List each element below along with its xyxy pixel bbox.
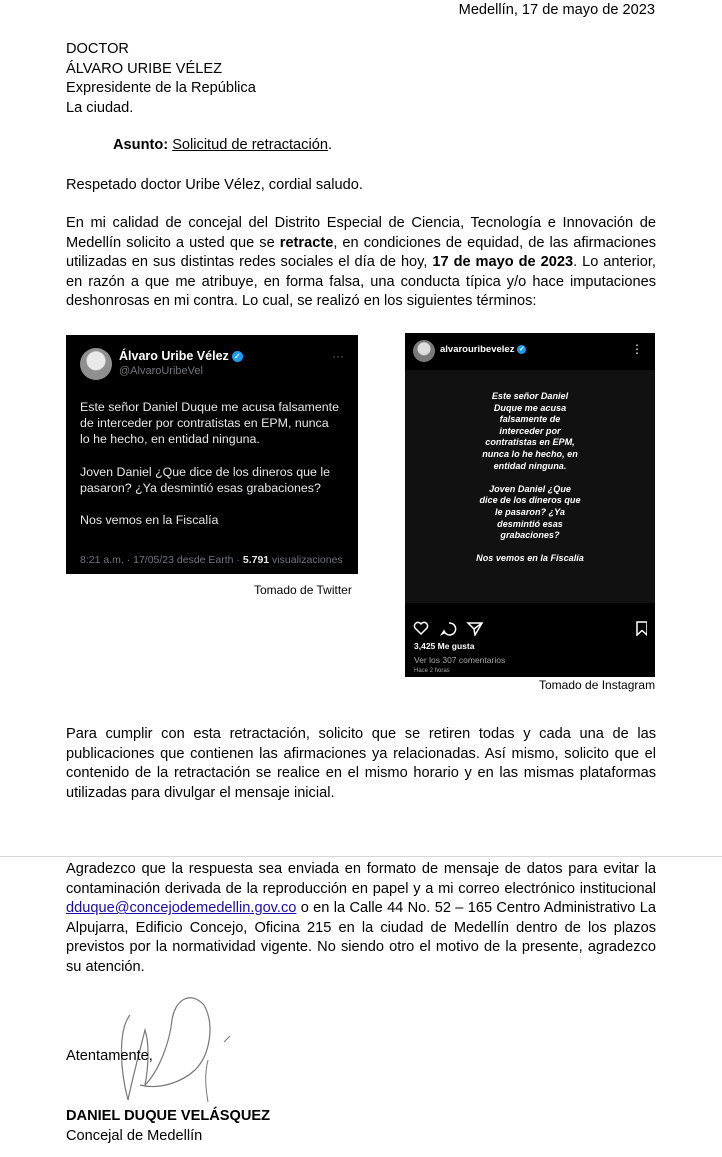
- instagram-screenshot: [405, 333, 655, 677]
- recipient-name: ÁLVARO URIBE VÉLEZ: [66, 60, 222, 77]
- instagram-comments: Ver los 307 comentarios: [414, 655, 506, 665]
- tweet-meta: 8:21 a.m. · 17/05/23 desde Earth · 5.791 visualizaciones: [80, 554, 343, 566]
- tweet-caption: Tomado de Twitter: [254, 583, 352, 597]
- tweet-line: [80, 496, 352, 512]
- subject-line: [113, 137, 332, 153]
- tweet-line: [80, 448, 352, 464]
- story-text: Este señor Daniel Duque me acusa falsamente de interceder por contratistas en EPM, nunca lo he hecho, en entidad ninguna. Joven Daniel ¿Que dice de los dineros que le pasaron? ¿Ya desmintió esas grabaciones? Nos vemos en la Fiscalía: [476, 391, 584, 564]
- para3-line: previstos por la normatividad vigente. No siendo otro el motivo de la presente, agradezco: [66, 939, 656, 956]
- page-divider: [0, 856, 722, 857]
- greeting: Respetado doctor Uribe Vélez, cordial saludo.: [66, 177, 363, 193]
- para1-line: utilizadas en sus distintas redes sociales el día de hoy, 17 de mayo de 2023. Lo anterior,: [66, 254, 656, 271]
- tweet-line: pasaron? ¿Ya desmintió esas grabaciones?: [80, 481, 321, 496]
- comment-icon: [442, 623, 456, 635]
- recipient-block: [66, 40, 256, 118]
- paragraph-request: [66, 214, 656, 312]
- para1-line: Medellín solicito a usted que se retracte, en condiciones de equidad, de las afirmaciones: [66, 234, 656, 251]
- paragraph-response: [66, 860, 656, 978]
- para3-line: Alpujarra, Edificio Concejo, Oficina 215 en la ciudad de Medellín dentro de los plazos: [66, 919, 656, 936]
- more-options-icon: ···: [332, 349, 344, 363]
- signer-name: DANIEL DUQUE VELÁSQUEZ: [66, 1108, 271, 1124]
- para2-line: publicaciones que contienen las afirmaciones ya relacionadas. Así mismo, solicito que el: [66, 745, 656, 762]
- recipient-position: Expresidente de la República: [66, 80, 256, 97]
- verified-badge-icon: ✓: [519, 346, 525, 353]
- verified-badge-icon: ✓: [232, 351, 243, 362]
- retracte-emphasis: retracte: [279, 234, 334, 251]
- tweet-line: de interceder por contratistas en EPM, nunca: [80, 416, 329, 431]
- email-link[interactable]: dduque@concejodemedellin.gov.co: [66, 900, 297, 917]
- subject-text: Solicitud de retractación: [172, 137, 328, 153]
- date-line: Medellín, 17 de mayo de 2023: [458, 2, 655, 18]
- instagram-caption: Tomado de Instagram: [539, 678, 656, 692]
- recipient-title: DOCTOR: [66, 41, 129, 57]
- para1-line: En mi calidad de concejal del Distrito Especial de Ciencia, Tecnología e Innovación de: [66, 215, 656, 231]
- recipient-city: La ciudad.: [66, 99, 134, 116]
- para3-line: Agradezco que la respuesta sea enviada en formato de mensaje de datos para evitar la: [66, 861, 656, 877]
- bookmark-icon: [637, 622, 647, 635]
- avatar: [413, 340, 435, 362]
- more-options-icon: ⋮: [631, 342, 643, 356]
- paragraph-retraction: [66, 725, 656, 803]
- tweet-line: lo he hecho, en entidad ninguna.: [80, 432, 260, 447]
- heart-icon: [414, 622, 427, 634]
- para2-line: utilizadas para divulgar el mensaje inicial.: [66, 784, 335, 801]
- tweet-views: 5.791: [242, 554, 270, 566]
- tweet-line: Nos vemos en la Fiscalía: [80, 513, 219, 528]
- instagram-likes: 3,425 Me gusta: [414, 641, 475, 651]
- tweet-screenshot: [66, 335, 358, 574]
- date-emphasis: 17 de mayo de 2023: [432, 254, 574, 271]
- share-icon: [468, 623, 482, 635]
- tweet-author-handle: @AlvaroUribeVel: [119, 365, 203, 377]
- signer-block: [66, 1107, 270, 1146]
- instagram-username: alvarouribevelez ✓: [440, 344, 525, 355]
- para2-line: contenido de la retractación se realice en el mismo horario y en las mismas plataformas: [66, 765, 656, 782]
- para1-line: deshonrosas en mi contra. Lo cual, se realizó en los siguientes términos:: [66, 293, 537, 310]
- avatar: [80, 348, 112, 380]
- instagram-time: Hace 2 horas: [414, 668, 450, 674]
- para1-line: en razón a que me atribuye, en forma falsa, una conducta típica y/o hace imputaciones: [66, 273, 656, 290]
- para3-line: contaminación derivada de la reproducción en papel y a mi correo electrónico institucional: [66, 880, 656, 897]
- para3-line: dduque@concejodemedellin.gov.co o en la Calle 44 No. 52 – 165 Centro Administrativo La: [66, 900, 656, 917]
- tweet-line: Este señor Daniel Duque me acusa falsamente: [80, 400, 339, 414]
- subject-label: Asunto:: [113, 137, 169, 153]
- tweet-text: [80, 399, 352, 529]
- subject-end: .: [327, 137, 332, 153]
- para2-line: Para cumplir con esta retractación, solicito que se retiren todas y cada una de las: [66, 726, 656, 742]
- instagram-actions: [413, 620, 647, 636]
- signer-role: Concejal de Medellín: [66, 1127, 203, 1144]
- closing: Atentamente,: [66, 1048, 153, 1064]
- tweet-line: Joven Daniel ¿Que dice de los dineros que le: [80, 464, 331, 479]
- para3-line: su atención.: [66, 958, 145, 975]
- tweet-author-name: Álvaro Uribe Vélez ✓: [119, 349, 243, 363]
